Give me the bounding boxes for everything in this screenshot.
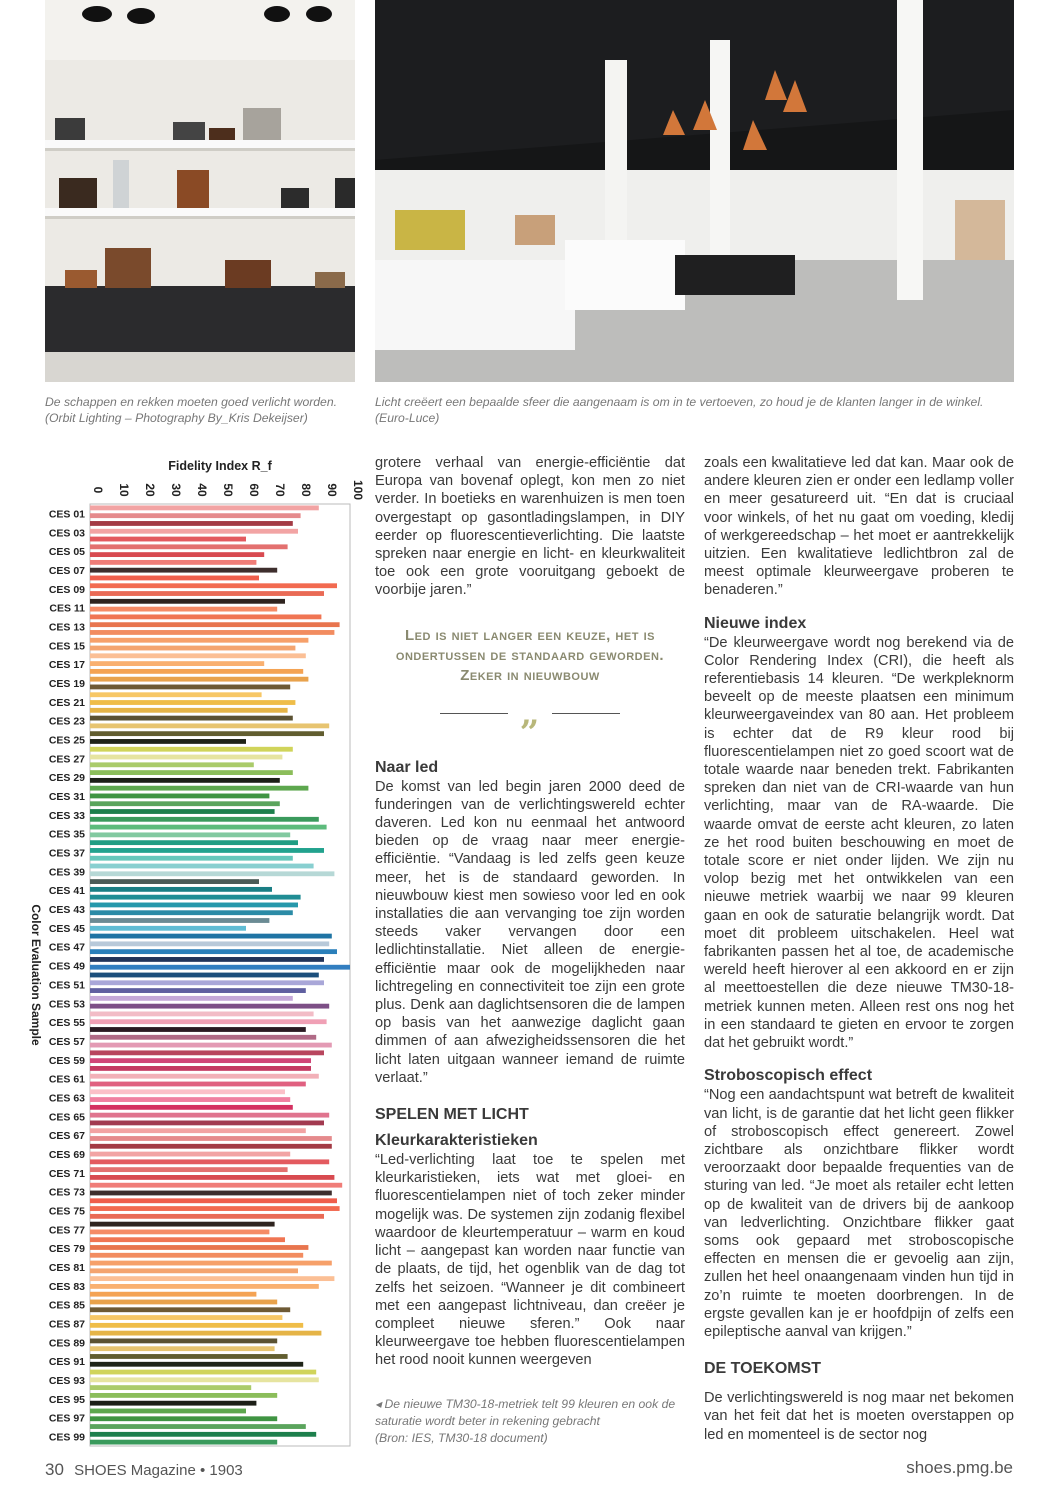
chart-bar — [90, 1229, 269, 1234]
chart-title: Fidelity Index R_f — [168, 459, 272, 473]
chart-bar — [90, 1416, 277, 1421]
chart-bar — [90, 887, 272, 892]
category-label: CES 15 — [48, 640, 85, 653]
chart-bar — [90, 646, 295, 651]
category-label: CES 29 — [48, 772, 85, 785]
article-column-2 — [704, 454, 1014, 1444]
divider-line — [552, 713, 620, 714]
page-footer — [45, 1460, 243, 1480]
chart-bar — [90, 973, 319, 978]
category-label: CES 07 — [48, 564, 85, 577]
category-label: CES 63 — [48, 1092, 85, 1105]
subheading: Stroboscopisch effect — [704, 1067, 873, 1085]
category-label: CES 09 — [48, 583, 85, 596]
x-tick-label: 70 — [273, 483, 287, 497]
chart-bar — [90, 544, 288, 549]
right-photo-caption — [375, 394, 1025, 426]
fidelity-chart-svg — [22, 452, 365, 1452]
chart-bar — [90, 1370, 316, 1375]
x-tick-label: 30 — [169, 483, 183, 497]
chart-bar — [90, 1058, 311, 1063]
x-tick-label: 0 — [91, 486, 105, 494]
category-label: CES 37 — [48, 847, 85, 860]
chart-bar — [90, 762, 254, 767]
paragraph: “De kleurweergave wordt nog berekend via de Color Rendering Index (CRI), die heeft als referentiebasis 14 kleuren. “De werkpleknorm beveelt op de meeste plaatsen een minimum kleurweergaveindex van 80 aan. Het probleem is echter dat de R9 kleur rood bij fluorescentielampen niet zo goed scoort wat de totale waarde naar beneden trekt. Fabrikanten spreken dan niet van de CRI-waarde van hun verlichting, maar van de RA-waarde. Die waarde omvat de eerste acht kleuren, zo laten ze het rood buiten beschouwing en moet de totale score er niet onder lijden. We zijn nu volop bezig met het ontwikkelen van een nieuwe metriek waarbij we naar 99 kleuren gaan en ook de saturatie belangrijk wordt. Dat moet dit probleem uitschakelen. Heel wat fabrikanten passen het al toe, de academische wereld heeft hierover al een akkoord en er zijn al meettoestellen die deze nieuwe TM30-18-metriek kunnen meten. Alleen rest ons nog het in een standaard te gieten en ervoor te zorgen dat het gebruikt wordt.” — [704, 634, 1014, 1052]
chart-bar — [90, 1066, 311, 1071]
chart-bar — [90, 809, 275, 814]
category-label: CES 91 — [48, 1356, 85, 1369]
chart-bar — [90, 1105, 293, 1110]
chart-bar — [90, 661, 264, 666]
chart-bar — [90, 653, 306, 658]
chart-bar — [90, 1245, 308, 1250]
category-label: CES 87 — [48, 1318, 85, 1331]
chart-bar — [90, 1004, 329, 1009]
category-label: CES 95 — [48, 1393, 85, 1406]
category-label: CES 31 — [48, 791, 85, 804]
chart-bar — [90, 856, 293, 861]
chart-bar — [90, 786, 308, 791]
category-label: CES 05 — [48, 546, 85, 559]
caption-credit: (Bron: IES, TM30-18 document) — [375, 1430, 548, 1445]
chart-bar — [90, 840, 298, 845]
caption-text: Licht creëert een bepaalde sfeer die aangenaam is om in te vertoeven, zo houd je de klanten langer in de winkel. — [375, 395, 984, 409]
chart-bar — [90, 1027, 306, 1032]
x-tick-label: 10 — [117, 483, 131, 497]
category-label: CES 77 — [48, 1224, 85, 1237]
paragraph: De verlichtingswereld is nog maar net bekomen van het feit dat het is moeten overstappen op led en momenteel is de sector nog — [704, 1390, 1014, 1443]
category-label: CES 61 — [48, 1073, 85, 1086]
chart-bar — [90, 1276, 334, 1281]
divider-line — [440, 713, 508, 714]
chart-bar — [90, 1253, 303, 1258]
chart-bar — [90, 1385, 251, 1390]
category-label: CES 03 — [48, 527, 85, 540]
category-label: CES 73 — [48, 1186, 85, 1199]
category-label: CES 43 — [48, 904, 85, 917]
chart-bar — [90, 1206, 340, 1211]
category-label: CES 49 — [48, 960, 85, 973]
chart-bar — [90, 903, 298, 908]
chart-bar — [90, 505, 319, 510]
chart-bar — [90, 1152, 290, 1157]
chart-bar — [90, 1191, 332, 1196]
chart-bar — [90, 716, 293, 721]
x-tick-label: 60 — [247, 483, 261, 497]
chart-bar — [90, 910, 293, 915]
category-label: CES 33 — [48, 809, 85, 822]
chart-bar — [90, 1362, 303, 1367]
chart-bar — [90, 1315, 282, 1320]
chart-bar — [90, 1377, 319, 1382]
chart-bar — [90, 926, 246, 931]
chart-bar — [90, 1401, 256, 1406]
chart-bar — [90, 552, 264, 557]
category-label: CES 85 — [48, 1299, 85, 1312]
chart-bar — [90, 1432, 316, 1437]
chart-bar — [90, 1074, 319, 1079]
chart-bar — [90, 1331, 321, 1336]
category-label: CES 89 — [48, 1337, 85, 1350]
x-tick-label: 90 — [325, 483, 339, 497]
chart-bar — [90, 622, 340, 627]
chart-bar — [90, 957, 324, 962]
chart-bar — [90, 1183, 342, 1188]
y-axis-label: Color Evaluation Sample — [29, 904, 43, 1046]
caption-text: De schappen en rekken moeten goed verlicht worden. — [45, 395, 338, 409]
chart-bar — [90, 1424, 306, 1429]
fidelity-index-chart — [22, 452, 365, 1452]
paragraph: De komst van led begin jaren 2000 deed de funderingen van de verlichtingswereld echter daveren. Led kon nu eenmaal het antwoord bieden op de vraag naar meer energie-efficiëntie. “Vandaag is led zelfs geen keuze meer, het is de standaard geworden. In nieuwbouw kiest men sowieso voor led en ook installaties die aan vervanging toe zijn worden steeds vaker vervangen door een ledlichtinstallatie. Niet alleen de energie-efficiëntie maar ook de mogelijkheden naar lichtregeling en connectiviteit toe zijn een grote plus. Denk aan daglichtsensoren die de lampen op basis van het aanwezige daglicht gaan dimmen of aan afwezigheidssensoren die het licht laten uitgaan wanneer iemand de ruimte verlaat.” — [375, 778, 685, 1086]
x-tick-label: 40 — [195, 483, 209, 497]
chart-bar — [90, 871, 334, 876]
chart-bar — [90, 1323, 303, 1328]
chart-bar — [90, 1167, 288, 1172]
category-label: CES 81 — [48, 1262, 85, 1275]
chart-bar — [90, 1144, 332, 1149]
chart-bar — [90, 1035, 316, 1040]
category-label: CES 47 — [48, 941, 85, 954]
category-label: CES 79 — [48, 1243, 85, 1256]
chart-bar — [90, 591, 324, 596]
caption-text: ◂ De nieuwe TM30-18-metriek telt 99 kleuren en ook de saturatie wordt beter in rekening gebracht — [375, 1396, 676, 1428]
chart-bar — [90, 1284, 319, 1289]
chart-bar — [90, 568, 277, 573]
section-heading: DE TOEKOMST — [704, 1360, 822, 1378]
chart-bar — [90, 1128, 306, 1133]
chart-bar — [90, 677, 308, 682]
chart-bar — [90, 1097, 290, 1102]
chart-bar — [90, 1261, 332, 1266]
chart-bar — [90, 1292, 256, 1297]
category-label: CES 51 — [48, 979, 85, 992]
chart-bar — [90, 1012, 314, 1017]
chart-bar — [90, 817, 319, 822]
chart-bar — [90, 825, 327, 830]
chart-bar — [90, 1082, 306, 1087]
chart-bar — [90, 1268, 298, 1273]
chart-bar — [90, 1222, 275, 1227]
chart-bar — [90, 988, 306, 993]
chart-bar — [90, 1346, 275, 1351]
chart-bar — [90, 848, 324, 853]
left-photo-caption — [45, 394, 365, 426]
category-label: CES 23 — [48, 715, 85, 728]
category-label: CES 01 — [48, 508, 85, 521]
chart-bar — [90, 529, 298, 534]
chart-bar — [90, 1050, 324, 1055]
category-label: CES 57 — [48, 1035, 85, 1048]
chart-bar — [90, 1113, 329, 1118]
category-label: CES 71 — [48, 1167, 85, 1180]
chart-bar — [90, 614, 321, 619]
x-tick-label: 80 — [299, 483, 313, 497]
chart-bar — [90, 832, 290, 837]
chart-bar — [90, 1237, 285, 1242]
category-label: CES 41 — [48, 885, 85, 898]
page-number: 30 — [45, 1460, 64, 1479]
x-tick-label: 20 — [143, 483, 157, 497]
chart-bar — [90, 1121, 324, 1126]
subheading: Kleurkarakteristieken — [375, 1132, 538, 1150]
category-label: CES 45 — [48, 922, 85, 935]
caption-credit: (Euro-Luce) — [375, 411, 440, 425]
chart-bar — [90, 1198, 337, 1203]
chart-bar — [90, 1089, 285, 1094]
category-label: CES 27 — [48, 753, 85, 766]
chart-bar — [90, 583, 337, 588]
chart-bar — [90, 576, 259, 581]
chart-bar — [90, 630, 334, 635]
chart-bar — [90, 1300, 277, 1305]
category-label: CES 55 — [48, 1017, 85, 1030]
category-label: CES 99 — [48, 1431, 85, 1444]
category-label: CES 65 — [48, 1111, 85, 1124]
chart-bar — [90, 638, 308, 643]
category-label: CES 13 — [48, 621, 85, 634]
chart-bar — [90, 731, 324, 736]
chart-bar — [90, 895, 301, 900]
chart-bar — [90, 1409, 246, 1414]
quote-mark-icon: „ — [520, 693, 540, 734]
chart-bar — [90, 980, 324, 985]
chart-bar — [90, 513, 301, 518]
chart-bar — [90, 1019, 327, 1024]
category-label: CES 21 — [48, 696, 85, 709]
chart-bar — [90, 708, 288, 713]
chart-bar — [90, 537, 246, 542]
chart-bar — [90, 685, 290, 690]
subheading: Nieuwe index — [704, 614, 807, 632]
chart-bar — [90, 770, 293, 775]
category-label: CES 93 — [48, 1375, 85, 1388]
chart-bar — [90, 692, 262, 697]
x-tick-label: 50 — [221, 483, 235, 497]
paragraph: “Led-verlichting laat toe te spelen met kleurkaristieken, iets wat met gloei- en fluorescentielampen niet of toch zeker minder mogelijk was. De systemen zijn zodanig flexibel waardoor de kleurtemperatuur – warm en koud licht – aangepast kan worden naar functie van de plaats, de tijd, het ogenblik van de dag tot zelfs het seizoen. “Wanneer je dit combineert met een aangepast lichtniveau, dan creëer je compleet nieuwe sferen.” Ook naar kleurweergave toe hebben fluorescentielampen het rood nooit kunnen weergeven — [375, 1152, 685, 1369]
category-label: CES 75 — [48, 1205, 85, 1218]
magazine-issue: SHOES Magazine • 1903 — [74, 1462, 243, 1479]
chart-bar — [90, 747, 293, 752]
chart-bar — [90, 1354, 288, 1359]
store-interior-photo — [375, 0, 1014, 382]
caption-credit: (Orbit Lighting – Photography By_Kris Dekeijser) — [45, 411, 308, 425]
chart-bar — [90, 1159, 329, 1164]
chart-bar — [90, 879, 259, 884]
chart-bar — [90, 794, 269, 799]
chart-bar — [90, 669, 303, 674]
chart-bar — [90, 1440, 277, 1445]
quote-divider — [375, 693, 685, 734]
chart-bar — [90, 739, 246, 744]
chart-bar — [90, 607, 277, 612]
category-label: CES 59 — [48, 1054, 85, 1067]
category-label: CES 83 — [48, 1280, 85, 1293]
chart-bar — [90, 723, 329, 728]
shelves-photo — [45, 0, 355, 382]
chart-bar — [90, 941, 329, 946]
website-url[interactable]: shoes.pmg.be — [906, 1458, 1013, 1477]
chart-bar — [90, 1393, 277, 1398]
category-label: CES 25 — [48, 734, 85, 747]
category-label: CES 11 — [49, 602, 85, 615]
chart-bar — [90, 755, 282, 760]
chart-bar — [90, 778, 280, 783]
chart-bar — [90, 934, 332, 939]
chart-bar — [90, 1175, 334, 1180]
category-label: CES 19 — [48, 677, 85, 690]
chart-bar — [90, 599, 285, 604]
chart-bar — [90, 700, 295, 705]
article-column-1 — [375, 454, 685, 1447]
category-label: CES 69 — [48, 1148, 85, 1161]
paragraph: grotere verhaal van energie-efficiëntie dat Europa van bovenaf oplegt, kon men zo niet verder. In boetieks en warenhuizen is men toen overgestapt op gasontladingslampen, in DIY eerder op fluorescentieverlichting. Die laatste spreken naar energie en licht- en kleurkwaliteit toe ook een grote vooruitgang geboekt de voorbije jaren.” — [375, 455, 685, 599]
section-heading: SPELEN MET LICHT — [375, 1106, 529, 1124]
chart-bar — [90, 949, 337, 954]
paragraph: zoals een kwalitatieve led dat kan. Maar ook de andere kleuren zien er onder een ledlamp voller en meer gesatureerd uit. “En dat is cruciaal voor winkels, of het nu gaat om voeding, kledij of werkgereedschap – het moet er aantrekkelijk uitzien. Een kwalitatieve ledlichtbron zal de meest optimale kleurweergave proberen te benaderen.” — [704, 455, 1014, 599]
chart-bar — [90, 1307, 290, 1312]
chart-bar — [90, 918, 269, 923]
chart-bar — [90, 1043, 332, 1048]
chart-bar — [90, 560, 256, 565]
chart-caption — [375, 1396, 685, 1447]
chart-bar — [90, 521, 293, 526]
chart-bar — [90, 1338, 277, 1343]
chart-bar — [90, 996, 293, 1001]
chart-bar — [90, 801, 280, 806]
category-label: CES 97 — [48, 1412, 85, 1425]
chart-bar — [90, 965, 350, 970]
category-label: CES 53 — [48, 998, 85, 1011]
category-label: CES 67 — [48, 1130, 85, 1143]
chart-bar — [90, 1136, 332, 1141]
category-label: CES 35 — [48, 828, 85, 841]
chart-bar — [90, 864, 314, 869]
category-label: CES 39 — [48, 866, 85, 879]
chart-bar — [90, 1214, 324, 1219]
pull-quote: Led is niet langer een keuze, het is ondertussen de standaard geworden. Zeker in nieuwbouw — [395, 626, 665, 684]
paragraph: “Nog een aandachtspunt wat betreft de kwaliteit van licht, is de garantie dat het licht geen flikker of stroboscopisch effect genereert. Zowel zichtbare als onzichtbare flikker wordt veroorzaakt door bepaalde frequenties van de sturing van led. “Je moet als retailer echt letten op de kwaliteit van de drivers bij de aankoop van ledverlichting. Onzichtbare flikker gaat soms ook gepaard met stroboscopische effecten en mensen die er gevoelig aan zijn, zullen het heel onaangenaam vinden hun tijd in zo’n ruimte te moeten doorbrengen. In de ergste gevallen kan je er hoofdpijn of zelfs een epileptische aanval van krijgen.” — [704, 1087, 1014, 1340]
category-label: CES 17 — [48, 659, 85, 672]
subheading: Naar led — [375, 758, 439, 776]
x-tick-label: 100 — [351, 479, 365, 501]
